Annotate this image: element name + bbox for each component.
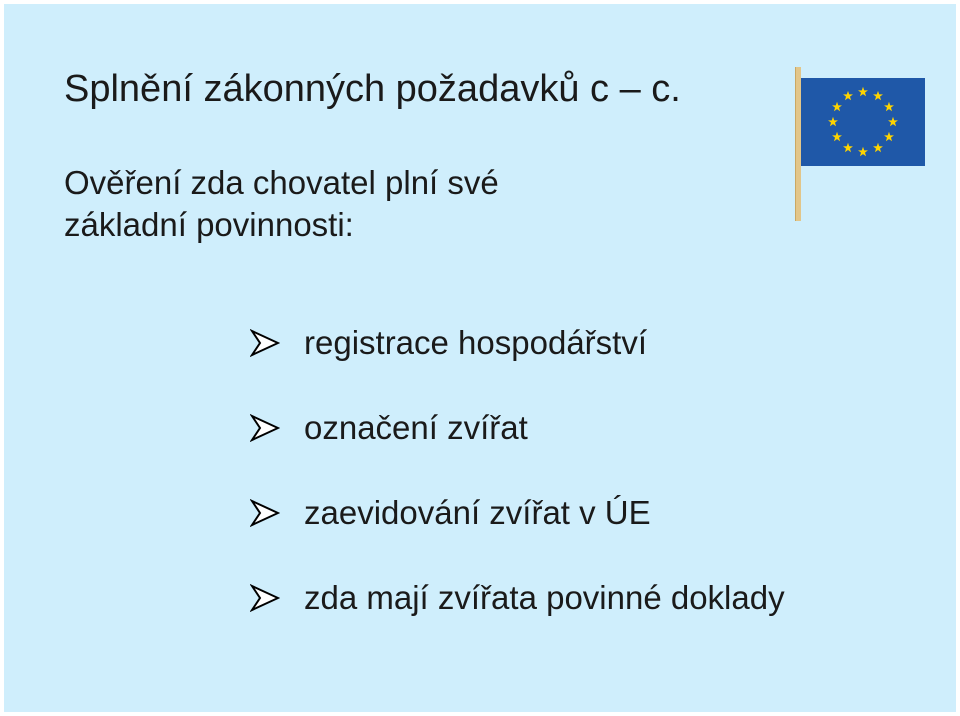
bullet-item [250, 577, 785, 619]
subtitle-line-1: Ověření zda chovatel plní své [64, 164, 499, 201]
bullet-item [250, 492, 785, 534]
arrowhead-bullet-icon [250, 329, 280, 357]
bullet-list [250, 322, 785, 662]
bullet-text: zda mají zvířata povinné doklady [304, 579, 785, 616]
bullet-item [250, 322, 785, 364]
slide-title: Splnění zákonných požadavků c – c. [64, 68, 681, 110]
arrowhead-bullet-icon [250, 499, 280, 527]
bullet-item [250, 407, 785, 449]
slide-subtitle [64, 162, 684, 246]
eu-flag-icon [801, 78, 925, 166]
arrowhead-bullet-icon [250, 414, 280, 442]
subtitle-line-2: základní povinnosti: [64, 206, 354, 243]
bullet-text: označení zvířat [304, 409, 528, 446]
bullet-text: registrace hospodářství [304, 324, 648, 361]
slide [4, 4, 956, 712]
arrowhead-bullet-icon [250, 584, 280, 612]
bullet-text: zaevidování zvířat v ÚE [304, 494, 651, 531]
